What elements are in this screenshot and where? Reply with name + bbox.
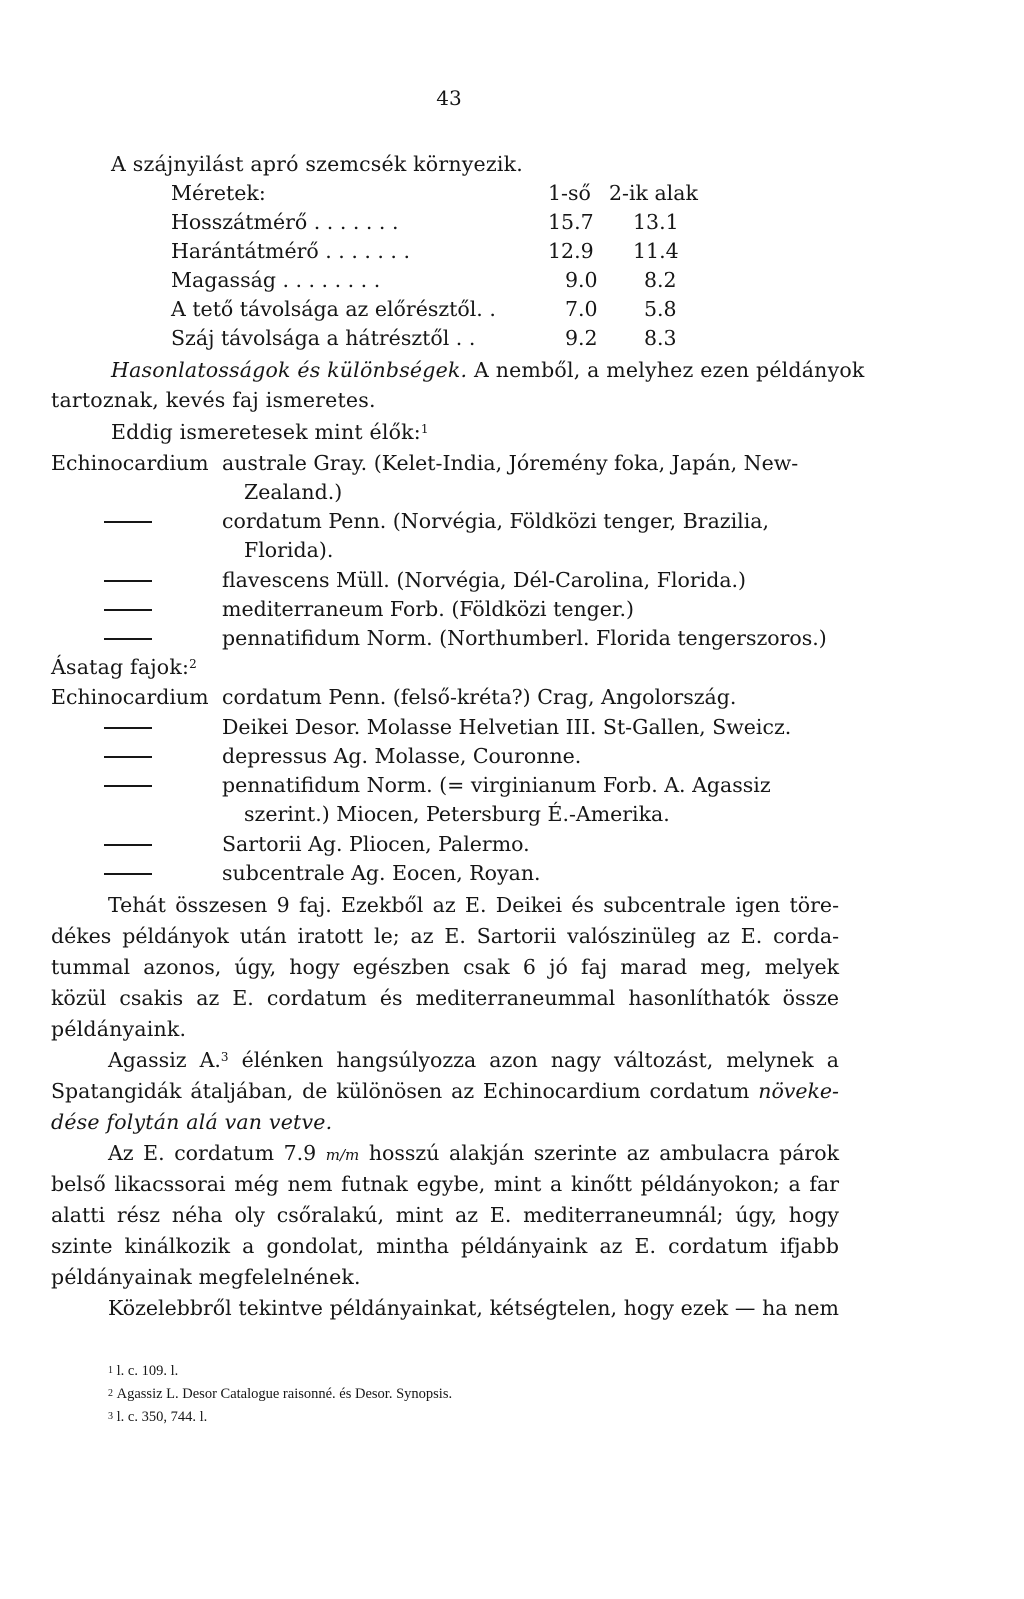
measurements-label: Méretek: <box>171 181 266 205</box>
footnote <box>108 1361 178 1381</box>
similarities-text: A nemből, a melyhez ezen példányok <box>467 358 865 382</box>
meas-row-v2: 5.8 <box>644 297 677 321</box>
species-entry: pennatifidum Norm. (= virginianum Forb. A. Agassiz <box>222 773 771 797</box>
text-run: Agassiz A. <box>108 1048 221 1072</box>
meas-row-label: Magasság . . . . . . . . <box>171 268 381 292</box>
footnote-text: l. c. 350, 744. l. <box>116 1409 208 1425</box>
italic-run: növeke- <box>758 1079 839 1103</box>
meas-row-v1: 9.2 <box>565 326 598 350</box>
meas-row-v1: 15.7 <box>548 210 594 234</box>
paragraph-line: alatti rész néha oly csőralakú, mint az E. mediterraneumnál; úgy, hogy <box>51 1203 839 1227</box>
ditto-dash <box>104 638 152 640</box>
footnote-ref: 2 <box>189 657 197 671</box>
species-entry: pennatifidum Norm. (Northumberl. Florida tengerszoros.) <box>222 626 827 650</box>
species-continuation: Zealand.) <box>244 480 343 504</box>
species-entry: cordatum Penn. (felső-kréta?) Crag, Angolország. <box>222 685 737 709</box>
paragraph-line <box>108 1139 839 1169</box>
species-continuation: szerint.) Miocen, Petersburg É.-Amerika. <box>244 802 670 826</box>
species-entry: Sartorii Ag. Pliocen, Palermo. <box>222 832 530 856</box>
fossil-intro <box>51 653 197 681</box>
ditto-dash <box>104 521 152 523</box>
footnote-ref: 1 <box>420 422 429 436</box>
species-entry: Deikei Desor. Molasse Helvetian III. St-Gallen, Sweicz. <box>222 715 792 739</box>
ditto-dash <box>104 844 152 846</box>
meas-row-v2: 11.4 <box>633 239 679 263</box>
meas-row-v1: 12.9 <box>548 239 594 263</box>
col1-header: 1-ső <box>548 181 591 205</box>
species-entry: mediterraneum Forb. (Földközi tenger.) <box>222 597 634 621</box>
paragraph-line: belső likacssorai még nem futnak egybe, mint a kinőtt példányokon; a far <box>51 1172 839 1196</box>
paragraph-line: Közelebbről tekintve példányainkat, kétségtelen, hogy ezek — ha nem <box>108 1296 839 1320</box>
paragraph-line: szinte kinálkozik a gondolat, mintha példányaink az E. cordatum ifjabb <box>51 1234 839 1258</box>
text-run: hosszú alakján szerinte az ambulacra párok <box>359 1141 839 1165</box>
footnote <box>108 1384 452 1404</box>
fossil-intro-text: Ásatag fajok: <box>51 655 190 679</box>
footnote-number: 3 <box>108 1411 113 1422</box>
paragraph-line: Tehát összesen 9 faj. Ezekből az E. Deikei és subcentrale igen töre- <box>108 893 839 917</box>
footnote-text: l. c. 109. l. <box>116 1363 179 1379</box>
fossil-genus: Echinocardium <box>51 685 209 709</box>
unit-run: m/m <box>325 1146 360 1164</box>
meas-row-v2: 8.3 <box>644 326 677 350</box>
meas-row-label: Harántátmérő . . . . . . . <box>171 239 410 263</box>
species-entry: cordatum Penn. (Norvégia, Földközi tenger, Brazilia, <box>222 509 769 533</box>
meas-row-v2: 13.1 <box>633 210 679 234</box>
living-intro <box>111 418 429 446</box>
species-entry: depressus Ag. Molasse, Couronne. <box>222 744 582 768</box>
paragraph-line: dékes példányok után iratott le; az E. Sartorii valószinüleg az E. corda- <box>51 924 839 948</box>
ditto-dash <box>104 727 152 729</box>
meas-row-label: Száj távolsága a hátrésztől . . <box>171 326 476 350</box>
page-number: 43 <box>436 86 462 110</box>
paragraph-line: példányainak megfelelnének. <box>51 1265 361 1289</box>
paragraph-line <box>51 1077 839 1105</box>
footnote-number: 2 <box>108 1388 113 1399</box>
meas-row-label: A tető távolsága az előrésztől. . <box>171 297 496 321</box>
paragraph-line: tummal azonos, úgy, hogy egészben csak 6 jó faj marad meg, melyek <box>51 955 839 979</box>
footnote-ref: 3 <box>220 1050 229 1064</box>
ditto-dash <box>104 580 152 582</box>
text-run: Az E. cordatum 7.9 <box>108 1141 326 1165</box>
living-intro-text: Eddig ismeretesek mint élők: <box>111 420 421 444</box>
species-entry: australe Gray. (Kelet-India, Jóremény foka, Japán, New- <box>222 451 799 475</box>
ditto-dash <box>104 785 152 787</box>
footnote <box>108 1407 207 1427</box>
meas-row-v1: 7.0 <box>565 297 598 321</box>
similarities-heading: Hasonlatosságok és különbségek. <box>111 358 468 382</box>
ditto-dash <box>104 609 152 611</box>
meas-row-label: Hosszátmérő . . . . . . . <box>171 210 399 234</box>
species-continuation: Florida). <box>244 538 334 562</box>
paragraph-line <box>108 1046 839 1074</box>
species-entry: flavescens Müll. (Norvégia, Dél-Carolina, Florida.) <box>222 568 747 592</box>
living-genus: Echinocardium <box>51 451 209 475</box>
paragraph-line: példányaink. <box>51 1017 187 1041</box>
meas-row-v2: 8.2 <box>644 268 677 292</box>
footnote-number: 1 <box>108 1365 113 1376</box>
species-entry: subcentrale Ag. Eocen, Royan. <box>222 861 541 885</box>
text-run: Spatangidák átaljában, de különösen az Echinocardium cordatum <box>51 1079 759 1103</box>
intro-line: A szájnyilást apró szemcsék környezik. <box>111 152 523 176</box>
meas-row-v1: 9.0 <box>565 268 598 292</box>
col2-header: 2-ik alak <box>609 181 698 205</box>
ditto-dash <box>104 873 152 875</box>
paragraph-line: dése folytán alá van vetve. <box>51 1110 333 1134</box>
text-run: élénken hangsúlyozza azon nagy változást, melynek a <box>228 1048 839 1072</box>
similarities-line-2: tartoznak, kevés faj ismeretes. <box>51 388 376 412</box>
ditto-dash <box>104 756 152 758</box>
paragraph-line: közül csakis az E. cordatum és mediterraneummal hasonlíthatók össze <box>51 986 839 1010</box>
footnote-text: Agassiz L. Desor Catalogue raisonné. és Desor. Synopsis. <box>116 1386 453 1402</box>
similarities-line <box>111 356 865 384</box>
